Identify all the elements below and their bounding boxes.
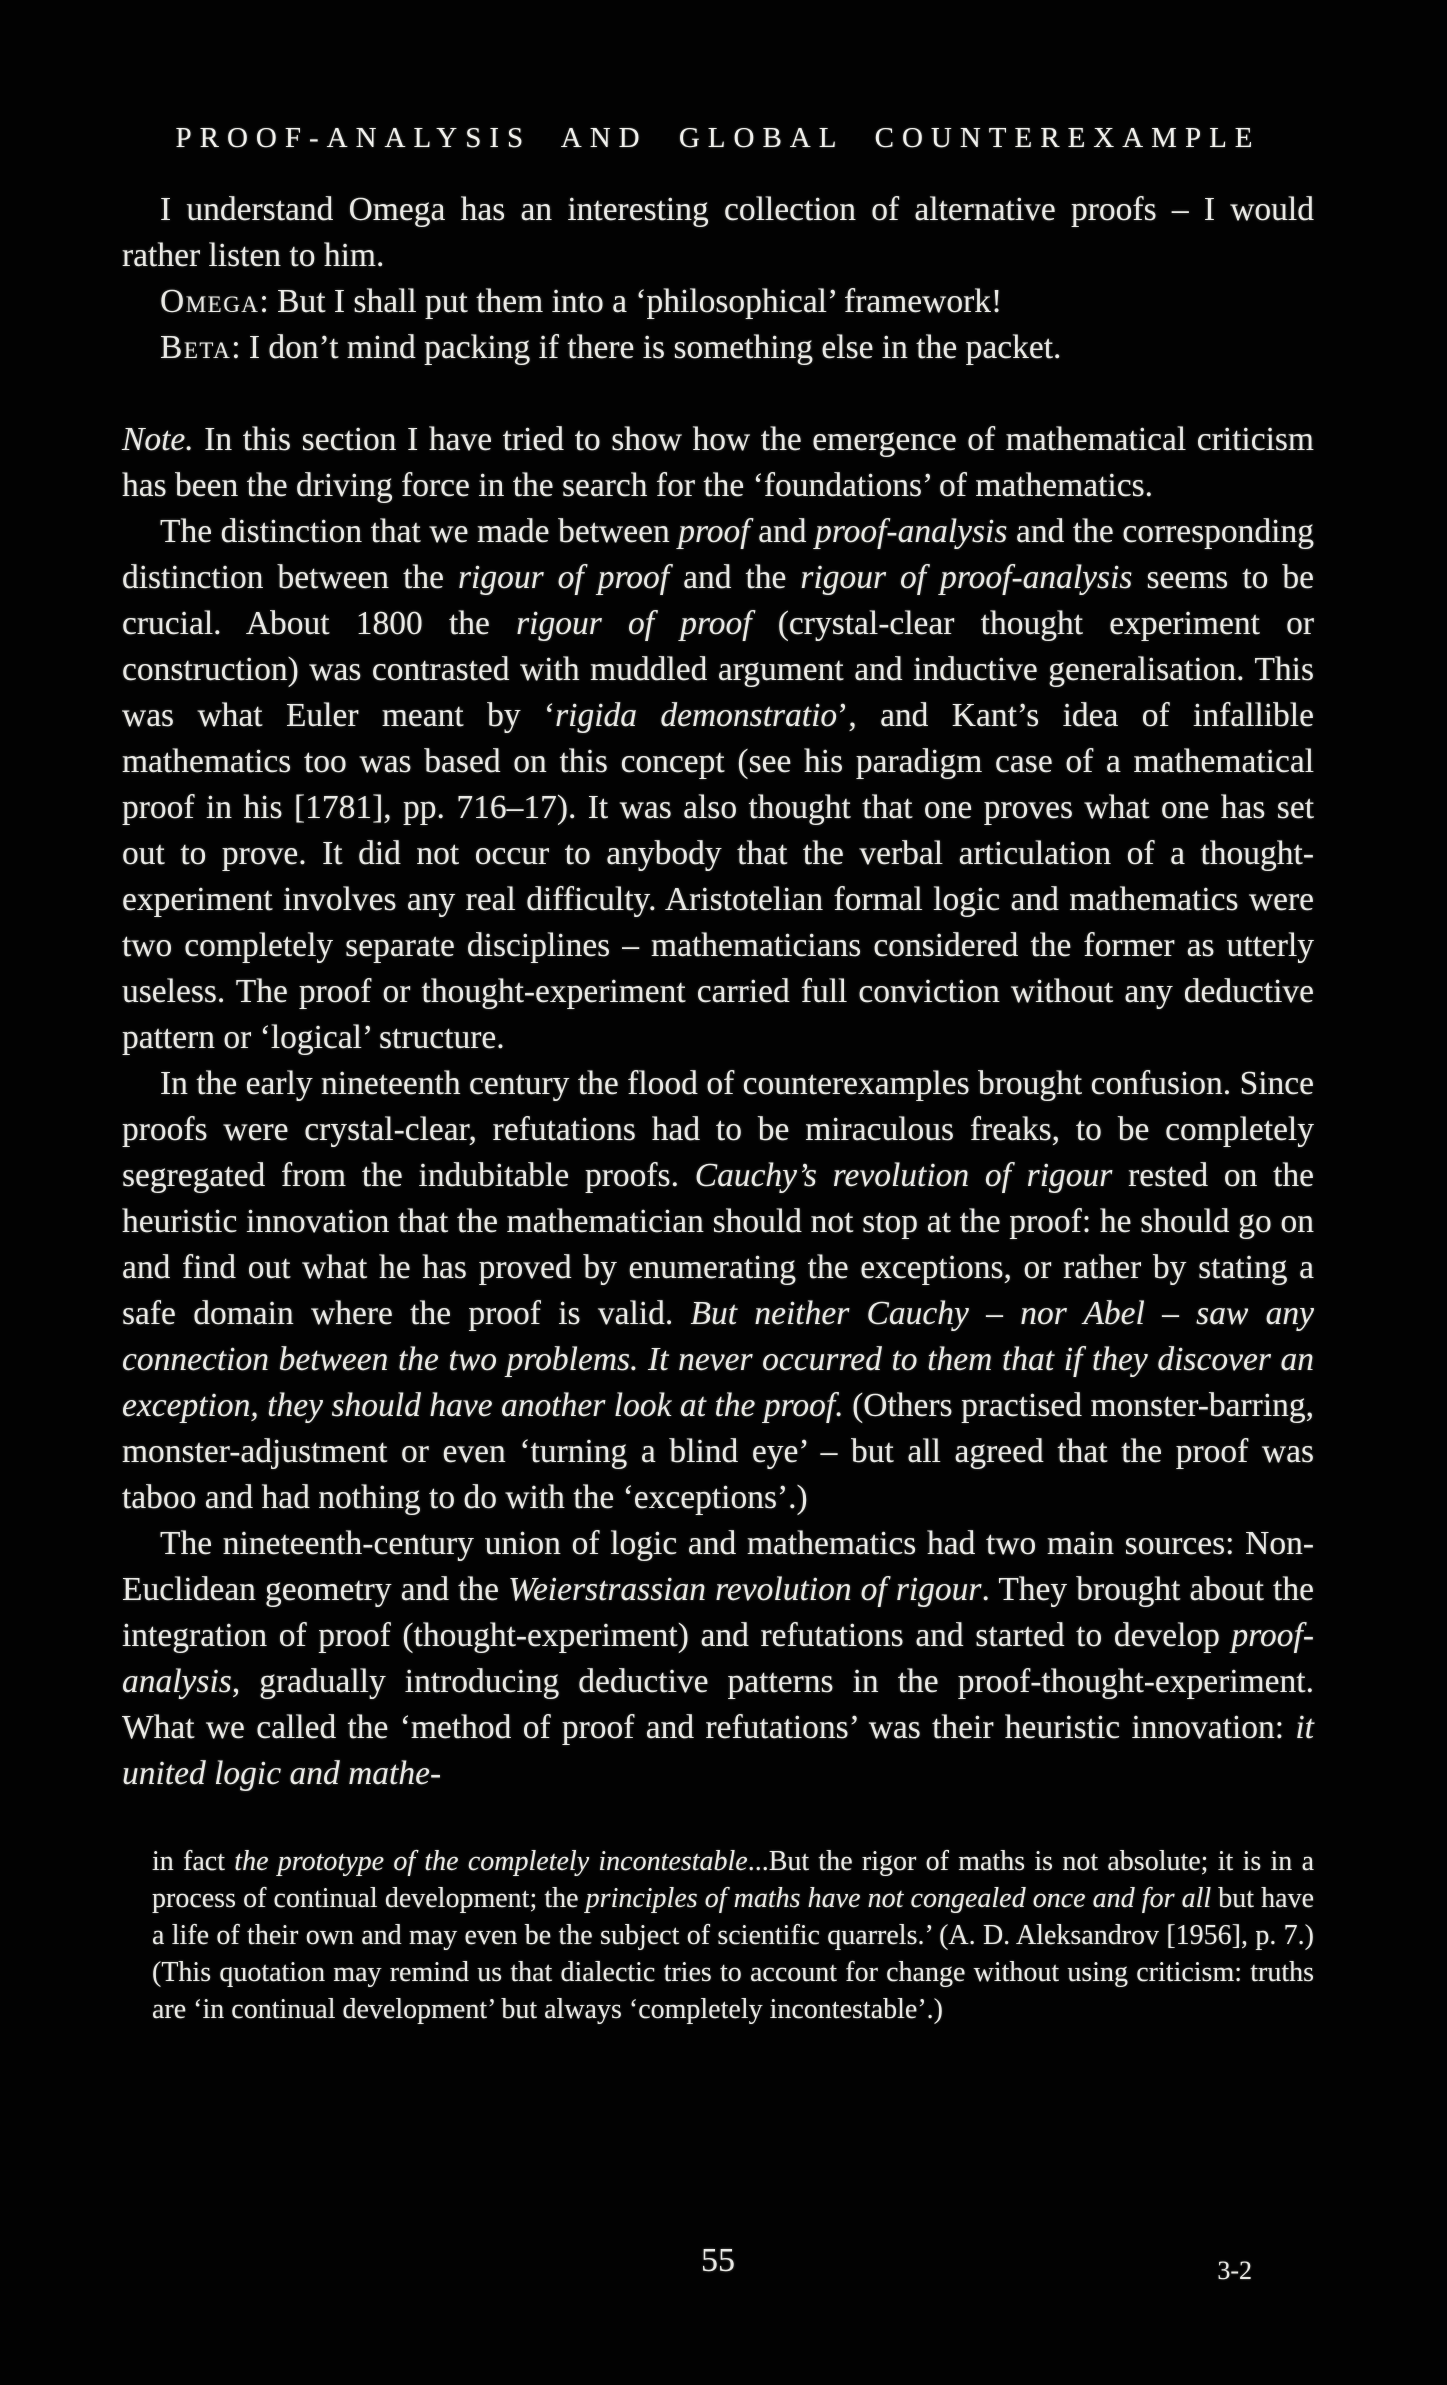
signature-mark: 3-2 (1217, 2256, 1252, 2285)
dialogue-section (122, 187, 1314, 371)
dialogue-line-beta: Beta: I don’t mind packing if there is something else in the packet. (160, 329, 1062, 366)
dialogue-line-omega: Omega: But I shall put them into a ‘philosophical’ framework! (160, 283, 1003, 320)
note-paragraph: Note. In this section I have tried to show how the emergence of mathematical criticism has been the driving force in the search for the ‘foundations’ of mathematics. (122, 421, 1314, 504)
dialogue-paragraph: I understand Omega has an interesting collection of alternative proofs – I would rather listen to him. (122, 191, 1314, 274)
note-paragraph: In the early nineteenth century the flood of counterexamples brought confusion. Since proofs were crystal-clear, refutations had to be miraculous freaks, to be completely segregated from the indubitable proofs. Cauchy’s revolution of rigour rested on the heuristic innovation that the mathematician should not stop at the proof: he should go on and find out what he has proved by enumerating the exceptions, or rather by stating a safe domain where the proof is valid. But neither Cauchy – nor Abel – saw any connection between the two problems. It never occurred to them that if they discover an exception, they should have another look at the proof. (Others practised monster-barring, monster-adjustment or even ‘turning a blind eye’ – but all agreed that the proof was taboo and had nothing to do with the ‘exceptions’.) (122, 1065, 1315, 1516)
note-section (122, 417, 1314, 1797)
page-number: 55 (701, 2242, 735, 2279)
running-head: PROOF-ANALYSIS AND GLOBAL COUNTEREXAMPLE (175, 122, 1261, 154)
note-paragraph: The nineteenth-century union of logic and mathematics had two main sources: Non-Euclidean geometry and the Weierstrassian revolution of rigour. They brought about the integration of proof (thought-experiment) and refutations and started to develop proof-analysis, gradually introducing deductive patterns in the proof-thought-experiment. What we called the ‘method of proof and refutations’ was their heuristic innovation: it united logic and mathe- (122, 1525, 1314, 1792)
footnote: in fact the prototype of the completely incontestable...But the rigor of maths is not absolute; it is in a process of continual development; the principles of maths have not congealed once and for all but have a life of their own and may even be the subject of scientific quarrels.’ (A. D. Aleksandrov [1956], p. 7.) (This quotation may remind us that dialectic tries to account for change without using criticism: truths are ‘in continual development’ but always ‘completely incontestable’.) (152, 1846, 1314, 2025)
page-footer (122, 2242, 1314, 2302)
note-paragraph: The distinction that we made between proof and proof-analysis and the corresponding distinction between the rigour of proof and the rigour of proof-analysis seems to be crucial. About 1800 the rigour of proof (crystal-clear thought experiment or construction) was contrasted with muddled argument and inductive generalisation. This was what Euler meant by ‘rigida demonstratio’, and Kant’s idea of infallible mathematics too was based on this concept (see his paradigm case of a mathematical proof in his [1781], pp. 716–17). It was also thought that one proves what one has set out to prove. It did not occur to anybody that the verbal articulation of a thought-experiment involves any real difficulty. Aristotelian formal logic and mathematics were two completely separate disciplines – mathematicians considered the former as utterly useless. The proof or thought-experiment carried full conviction without any deductive pattern or ‘logical’ structure. (122, 513, 1315, 1056)
